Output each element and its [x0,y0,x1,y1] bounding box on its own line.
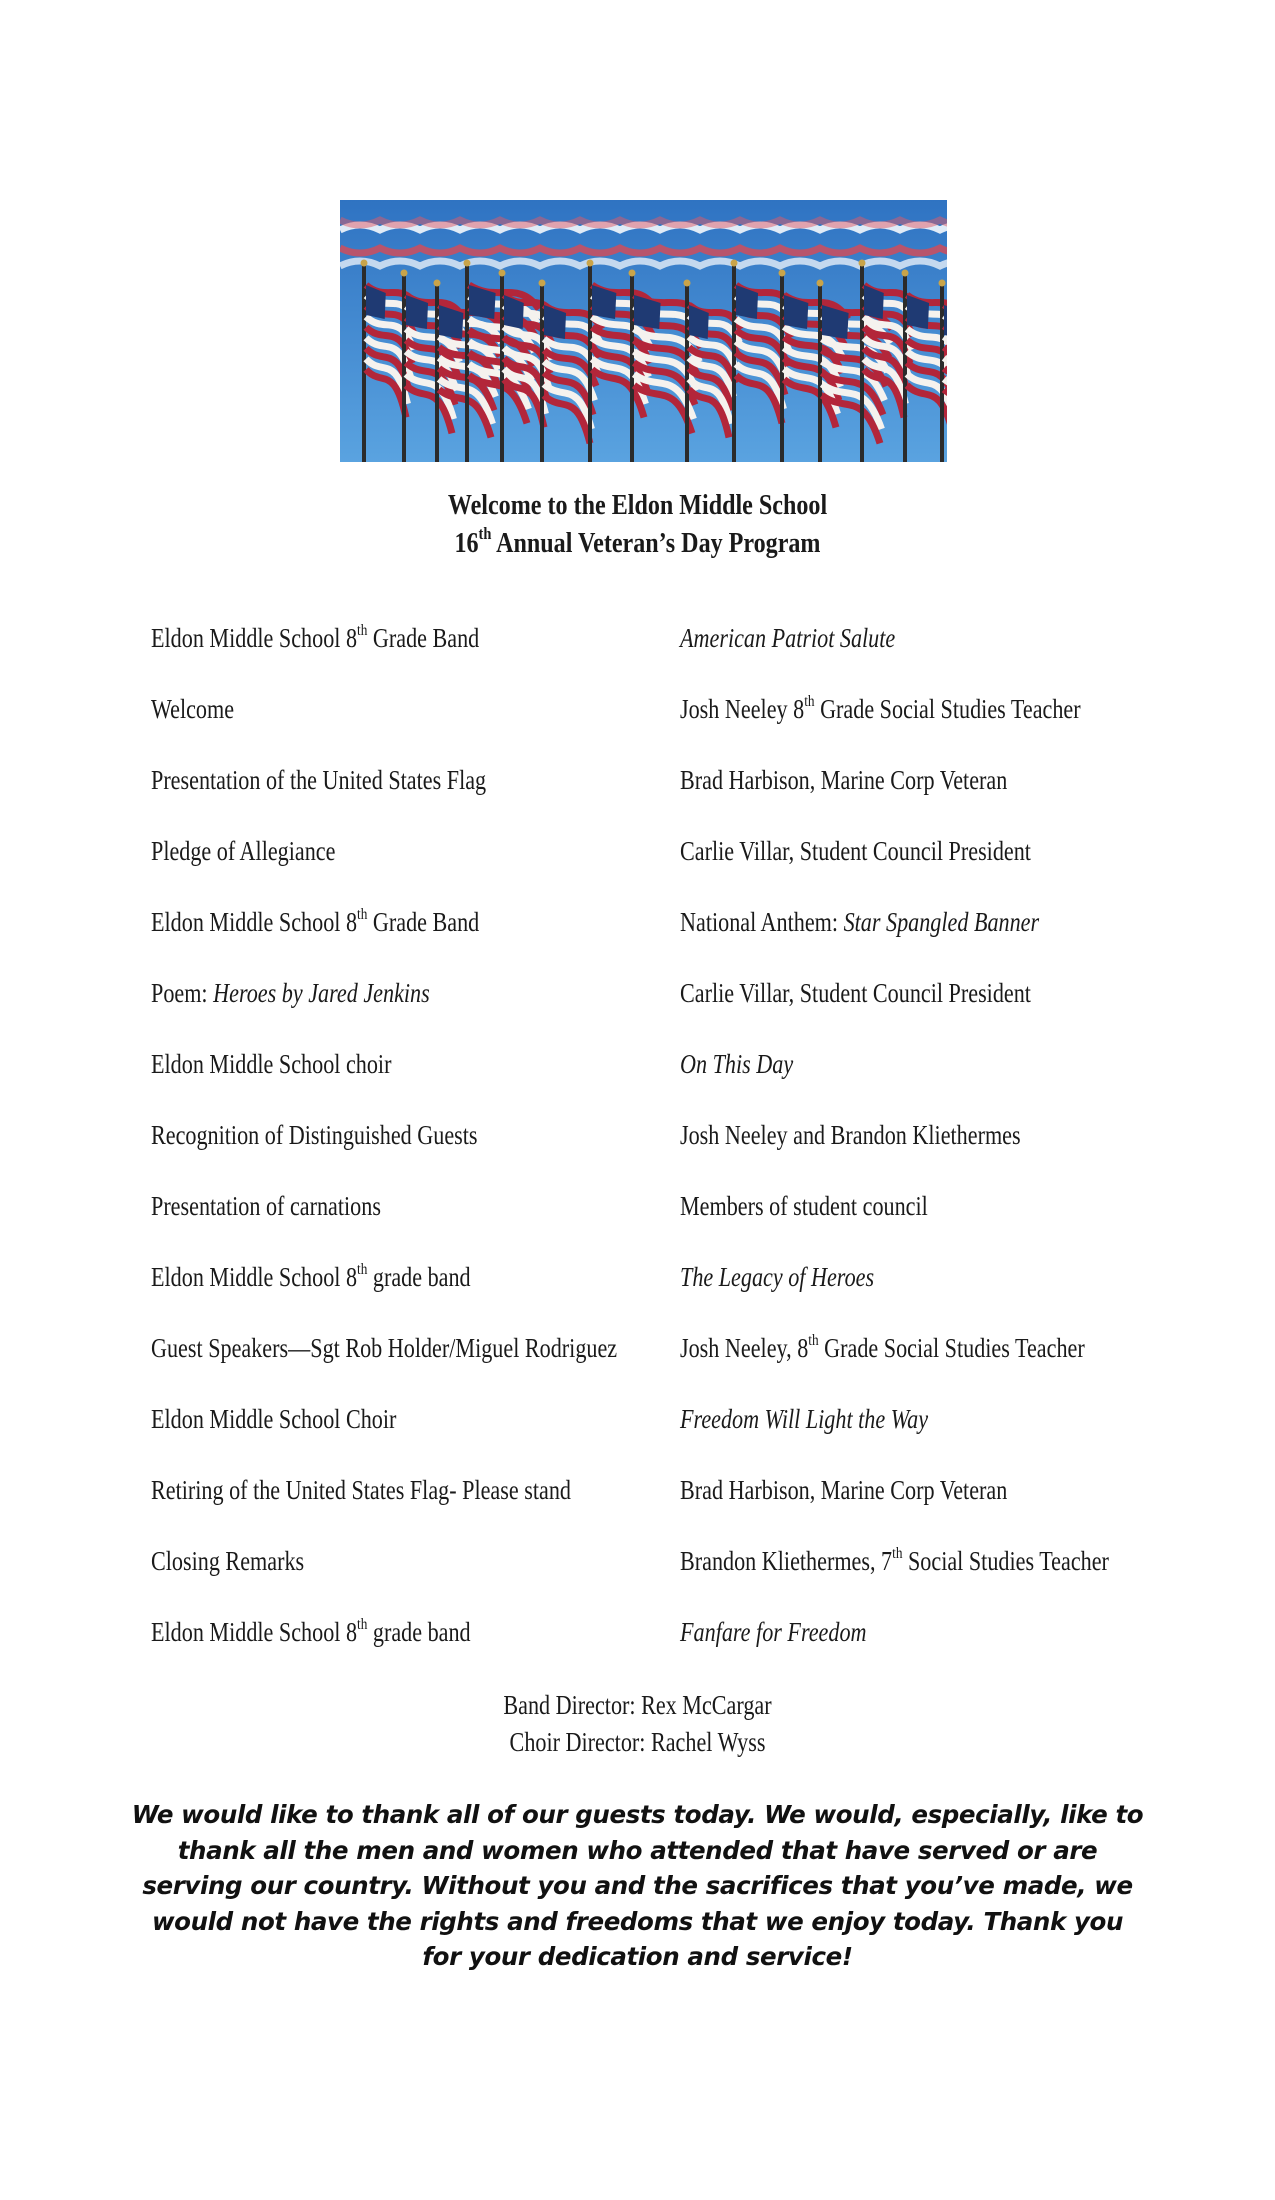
thank-you-message: We would like to thank all of our guests today. We would, especially, like to thank all the men and women who attended that have served or are serving our country. Without you and the sacrifices that you’ve made, we would not have the rights and freedoms that we enjoy today. Thank you for your dedication and service! [131,1800,1144,1971]
program-item-performer: Freedom Will Light the Way [680,1404,929,1434]
program-item [0,765,1275,805]
program-item-event: Recognition of Distinguished Guests [151,1120,478,1150]
program-item-event: Guest Speakers—Sgt Rob Holder/Miguel Rodriguez [151,1333,618,1363]
program-item [0,1049,1275,1089]
program-item-performer: Carlie Villar, Student Council President [680,836,1031,866]
program-item [0,691,1275,734]
program-title-line2: 16th Annual Veteran’s Day Program [454,524,821,559]
program-item-performer: Josh Neeley and Brandon Kliethermes [680,1120,1021,1150]
program-item-performer: Josh Neeley, 8th Grade Social Studies Teacher [680,1330,1085,1363]
program-item-performer: Josh Neeley 8th Grade Social Studies Teacher [680,691,1081,724]
program-item-event: Closing Remarks [151,1546,305,1576]
program-item-event: Pledge of Allegiance [151,836,336,866]
program-item [0,1475,1275,1515]
program-item-event: Presentation of carnations [151,1191,381,1221]
program-item-event: Eldon Middle School choir [151,1049,392,1079]
program-item [0,1191,1275,1231]
program-item-performer: Brandon Kliethermes, 7th Social Studies Teacher [680,1543,1109,1576]
program-item [0,836,1275,876]
program-item-performer: On This Day [680,1049,794,1079]
program-item-event: Welcome [151,694,235,724]
program-item [0,1259,1275,1302]
program-item-performer: The Legacy of Heroes [680,1262,875,1292]
program-item-performer: Brad Harbison, Marine Corp Veteran [680,765,1008,795]
program-item-performer: Carlie Villar, Student Council President [680,978,1031,1008]
program-item-event: Eldon Middle School 8th grade band [151,1614,471,1647]
program-item-event: Eldon Middle School 8th Grade Band [151,620,480,653]
program-item-performer: Fanfare for Freedom [680,1617,867,1647]
program-item-event: Poem: Heroes by Jared Jenkins [151,978,430,1008]
flags-banner-image [340,200,947,462]
program-item-event: Presentation of the United States Flag [151,765,487,795]
choir-director-credit: Choir Director: Rachel Wyss [509,1727,766,1757]
program-item [0,620,1275,663]
program-item [0,904,1275,947]
program-item [0,1614,1275,1657]
program-item-event: Retiring of the United States Flag- Please stand [151,1475,571,1505]
program-item-event: Eldon Middle School 8th Grade Band [151,904,480,937]
program-item [0,1404,1275,1444]
program-item-performer: Members of student council [680,1191,928,1221]
band-director-credit: Band Director: Rex McCargar [503,1690,772,1720]
program-item-performer: American Patriot Salute [680,623,896,653]
program-title-line1: Welcome to the Eldon Middle School [447,490,828,521]
program-item [0,1330,1275,1373]
program-item [0,978,1275,1018]
program-item-performer: National Anthem: Star Spangled Banner [680,907,1040,937]
program-item [0,1543,1275,1586]
program-item-event: Eldon Middle School Choir [151,1404,397,1434]
program-item-event: Eldon Middle School 8th grade band [151,1259,471,1292]
program-item-performer: Brad Harbison, Marine Corp Veteran [680,1475,1008,1505]
program-item [0,1120,1275,1160]
